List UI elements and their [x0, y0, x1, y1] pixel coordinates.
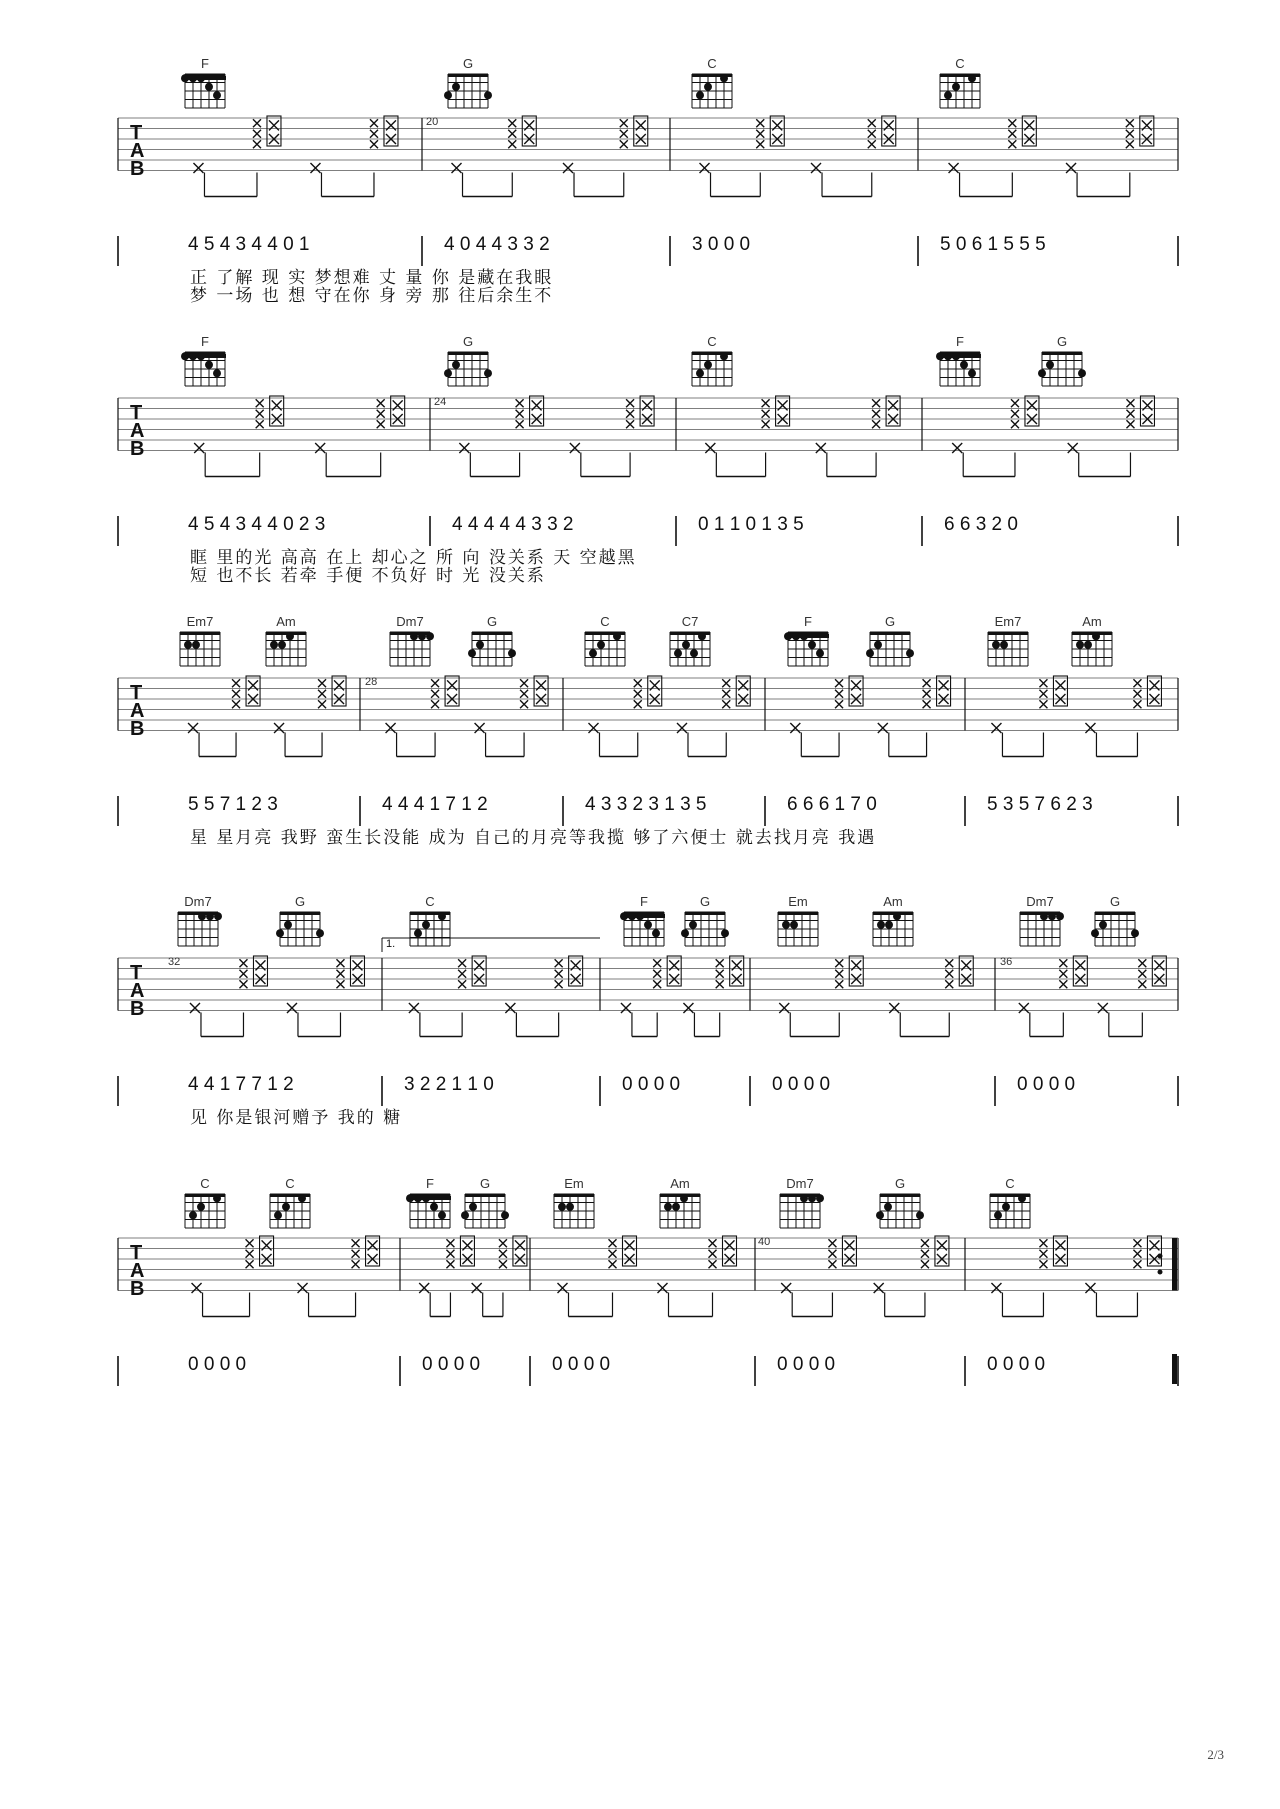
chord-barre — [939, 354, 981, 358]
chord-name-label: Am — [883, 894, 903, 909]
chord-diagram-G — [876, 1194, 924, 1228]
chord-finger-dot — [884, 1203, 892, 1211]
chord-diagram-C7 — [670, 632, 710, 666]
chord-finger-dot — [189, 1211, 197, 1219]
chord-diagram-F — [784, 632, 829, 666]
lyric-line-2: 短 也不长 若牵 手便 不负好 时 光 没关系 — [190, 566, 546, 586]
chord-finger-dot — [558, 1203, 566, 1211]
chord-finger-dot — [476, 641, 484, 649]
chord-finger-dot — [1092, 632, 1100, 640]
chord-finger-dot — [968, 74, 976, 82]
chord-finger-dot — [197, 1203, 205, 1211]
chord-name-label: C — [285, 1176, 295, 1191]
jianpu-measure: 0 0 0 0 — [622, 1074, 681, 1095]
lyric-line-1: 星 星月亮 我野 蛮生长没能 成为 自己的月亮等我揽 够了六便士 就去找月亮 我遇 — [190, 828, 877, 848]
chord-name-label: Em7 — [994, 614, 1022, 629]
chord-finger-dot — [1131, 929, 1139, 937]
chord-finger-dot — [298, 1194, 306, 1202]
chord-diagram-Em7 — [180, 632, 220, 666]
chord-finger-dot — [213, 369, 221, 377]
tab-clef-letter: B — [130, 158, 145, 180]
tab-clef-letter: A — [130, 980, 145, 1002]
chord-finger-dot — [508, 649, 516, 657]
chord-diagram-F — [181, 74, 226, 108]
chord-finger-dot — [674, 649, 682, 657]
chord-name-label: F — [956, 334, 964, 349]
chord-finger-dot — [1099, 921, 1107, 929]
chord-finger-dot — [808, 1194, 816, 1202]
chord-name-label: Em7 — [186, 614, 214, 629]
chord-finger-dot — [906, 649, 914, 657]
chord-name-label: G — [294, 894, 306, 909]
chord-finger-dot — [960, 361, 968, 369]
chord-finger-dot — [1076, 641, 1084, 649]
chord-finger-dot — [696, 369, 704, 377]
chord-diagram-Dm7 — [178, 912, 222, 946]
chord-diagram-G — [444, 352, 492, 386]
chord-finger-dot — [426, 632, 434, 640]
chord-finger-dot — [452, 83, 460, 91]
chord-finger-dot — [468, 649, 476, 657]
chord-finger-dot — [418, 632, 426, 640]
chord-finger-dot — [790, 921, 798, 929]
jianpu-measure: 0 0 0 0 — [188, 1354, 247, 1375]
chord-name-label: Dm7 — [786, 1176, 814, 1191]
chord-finger-dot — [992, 641, 1000, 649]
chord-name-label: Dm7 — [1026, 894, 1054, 909]
chord-diagram-Am — [660, 1194, 700, 1228]
jianpu-measure: 4 4 4 4 4 3 3 2 — [452, 514, 574, 535]
chord-finger-dot — [452, 361, 460, 369]
chord-diagram-F — [181, 352, 226, 386]
jianpu-measure: 4 0 4 4 3 3 2 — [444, 234, 550, 255]
chord-finger-dot — [866, 649, 874, 657]
chord-name-label: C — [600, 614, 610, 629]
chord-diagram-C — [185, 1194, 225, 1228]
chord-name-label: Dm7 — [184, 894, 212, 909]
jianpu-measure: 0 0 0 0 — [552, 1354, 611, 1375]
chord-barre — [409, 1196, 451, 1200]
chord-finger-dot — [422, 921, 430, 929]
jianpu-measure: 0 0 0 0 — [987, 1354, 1046, 1375]
chord-finger-dot — [994, 1211, 1002, 1219]
jianpu-measure: 0 0 0 0 — [422, 1354, 481, 1375]
chord-finger-dot — [438, 912, 446, 920]
jianpu-measure: 4 5 4 3 4 4 0 1 — [188, 234, 310, 255]
jianpu-measure: 0 1 1 0 1 3 5 — [698, 514, 804, 535]
tab-clef-letter: T — [130, 682, 143, 704]
chord-finger-dot — [286, 632, 294, 640]
chord-diagram-G — [1038, 352, 1086, 386]
chord-diagram-Am — [266, 632, 306, 666]
jianpu-measure: 4 4 1 7 7 1 2 — [188, 1074, 294, 1095]
chord-diagram-Em7 — [988, 632, 1028, 666]
chord-finger-dot — [664, 1203, 672, 1211]
chord-finger-dot — [410, 632, 418, 640]
chord-name-label: G — [894, 1176, 906, 1191]
jianpu-measure: 0 0 0 0 — [1017, 1074, 1076, 1095]
chord-finger-dot — [213, 1194, 221, 1202]
chord-finger-dot — [876, 1211, 884, 1219]
chord-finger-dot — [206, 912, 214, 920]
chord-name-label: F — [804, 614, 812, 629]
chord-finger-dot — [198, 912, 206, 920]
chord-finger-dot — [214, 912, 222, 920]
measure-number: 40 — [758, 1236, 771, 1248]
lyric-line-1: 见 你是银河赠予 我的 糖 — [190, 1108, 403, 1128]
chord-name-label: G — [462, 334, 474, 349]
jianpu-measure: 3 0 0 0 — [692, 234, 751, 255]
jianpu-measure: 6 6 3 2 0 — [944, 514, 1018, 535]
chord-finger-dot — [968, 369, 976, 377]
chord-diagram-C — [940, 74, 980, 108]
tab-clef-letter: T — [130, 122, 143, 144]
chord-diagram-G — [468, 632, 516, 666]
chord-name-label: G — [486, 614, 498, 629]
tab-clef-letter: A — [130, 1260, 145, 1282]
chord-finger-dot — [808, 641, 816, 649]
chord-diagram-F — [936, 352, 981, 386]
chord-finger-dot — [916, 1211, 924, 1219]
chord-finger-dot — [1046, 361, 1054, 369]
chord-diagram-Dm7 — [1020, 912, 1064, 946]
jianpu-measure: 4 5 4 3 4 4 0 2 3 — [188, 514, 326, 535]
chord-finger-dot — [681, 929, 689, 937]
jianpu-measure: 0 0 0 0 — [777, 1354, 836, 1375]
chord-diagram-F — [620, 912, 665, 946]
tab-clef-letter: B — [130, 998, 145, 1020]
chord-finger-dot — [672, 1203, 680, 1211]
chord-name-label: G — [699, 894, 711, 909]
chord-finger-dot — [1040, 912, 1048, 920]
chord-finger-dot — [566, 1203, 574, 1211]
jianpu-measure: 5 0 6 1 5 5 5 — [940, 234, 1046, 255]
chord-finger-dot — [274, 1211, 282, 1219]
chord-finger-dot — [682, 641, 690, 649]
chord-finger-dot — [276, 929, 284, 937]
chord-diagram-Am — [1072, 632, 1112, 666]
chord-finger-dot — [690, 649, 698, 657]
chord-name-label: C7 — [681, 614, 699, 629]
chord-diagram-C — [585, 632, 625, 666]
final-barline — [1172, 1354, 1177, 1384]
chord-finger-dot — [444, 369, 452, 377]
chord-name-label: Am — [670, 1176, 690, 1191]
chord-finger-dot — [704, 361, 712, 369]
chord-finger-dot — [680, 1194, 688, 1202]
volta-number: 1. — [386, 938, 396, 950]
chord-finger-dot — [720, 74, 728, 82]
measure-number: 36 — [1000, 956, 1013, 968]
repeat-dot — [1158, 1270, 1163, 1275]
chord-finger-dot — [652, 929, 660, 937]
measure-number: 20 — [426, 116, 439, 128]
chord-name-label: C — [200, 1176, 210, 1191]
chord-finger-dot — [1084, 641, 1092, 649]
lyric-line-1: 正 了解 现 实 梦想难 丈 量 你 是藏在我眼 — [190, 268, 554, 288]
chord-finger-dot — [696, 91, 704, 99]
chord-diagram-G — [444, 74, 492, 108]
chord-finger-dot — [1002, 1203, 1010, 1211]
chord-barre — [184, 76, 226, 80]
chord-finger-dot — [597, 641, 605, 649]
chord-name-label: Dm7 — [396, 614, 424, 629]
chord-finger-dot — [874, 641, 882, 649]
chord-finger-dot — [816, 1194, 824, 1202]
chord-finger-dot — [1048, 912, 1056, 920]
chord-diagram-C — [990, 1194, 1030, 1228]
jianpu-measure: 3 2 2 1 1 0 — [404, 1074, 494, 1095]
chord-name-label: Am — [1082, 614, 1102, 629]
chord-finger-dot — [501, 1211, 509, 1219]
chord-finger-dot — [782, 921, 790, 929]
tab-clef-letter: B — [130, 438, 145, 460]
final-barline — [1172, 1238, 1177, 1291]
tab-clef-letter: T — [130, 402, 143, 424]
chord-finger-dot — [316, 929, 324, 937]
chord-finger-dot — [1018, 1194, 1026, 1202]
chord-finger-dot — [461, 1211, 469, 1219]
chord-finger-dot — [205, 83, 213, 91]
chord-name-label: Em — [564, 1176, 584, 1191]
chord-name-label: C — [707, 56, 717, 71]
chord-diagram-C — [410, 912, 450, 946]
chord-finger-dot — [282, 1203, 290, 1211]
chord-name-label: C — [425, 894, 435, 909]
chord-finger-dot — [952, 83, 960, 91]
chord-finger-dot — [944, 91, 952, 99]
page-number: 2/3 — [1207, 1747, 1224, 1762]
jianpu-measure: 6 6 6 1 7 0 — [787, 794, 877, 815]
lyric-line-2: 梦 一场 也 想 守在你 身 旁 那 往后余生不 — [190, 286, 554, 306]
chord-finger-dot — [469, 1203, 477, 1211]
chord-finger-dot — [1000, 641, 1008, 649]
chord-finger-dot — [444, 91, 452, 99]
chord-finger-dot — [689, 921, 697, 929]
chord-name-label: G — [884, 614, 896, 629]
chord-finger-dot — [205, 361, 213, 369]
chord-diagram-Em — [554, 1194, 594, 1228]
chord-finger-dot — [644, 921, 652, 929]
chord-diagram-F — [406, 1194, 451, 1228]
chord-name-label: G — [1056, 334, 1068, 349]
chord-name-label: Em — [788, 894, 808, 909]
chord-finger-dot — [284, 921, 292, 929]
chord-finger-dot — [192, 641, 200, 649]
chord-name-label: Am — [276, 614, 296, 629]
chord-finger-dot — [816, 649, 824, 657]
chord-barre — [184, 354, 226, 358]
chord-finger-dot — [438, 1211, 446, 1219]
chord-finger-dot — [484, 91, 492, 99]
chord-finger-dot — [721, 929, 729, 937]
chord-finger-dot — [704, 83, 712, 91]
jianpu-measure: 5 3 5 7 6 2 3 — [987, 794, 1093, 815]
chord-finger-dot — [213, 91, 221, 99]
chord-finger-dot — [589, 649, 597, 657]
chord-diagram-Am — [873, 912, 913, 946]
chord-diagram-C — [692, 352, 732, 386]
measure-number: 24 — [434, 396, 447, 408]
chord-finger-dot — [885, 921, 893, 929]
chord-finger-dot — [613, 632, 621, 640]
chord-barre — [787, 634, 829, 638]
chord-diagram-G — [1091, 912, 1139, 946]
chord-finger-dot — [893, 912, 901, 920]
lyric-line-1: 眶 里的光 高高 在上 却心之 所 向 没关系 天 空越黑 — [190, 548, 637, 568]
chord-finger-dot — [270, 641, 278, 649]
chord-finger-dot — [1091, 929, 1099, 937]
chord-name-label: G — [462, 56, 474, 71]
jianpu-measure: 4 4 4 1 7 1 2 — [382, 794, 488, 815]
chord-finger-dot — [278, 641, 286, 649]
measure-number: 32 — [168, 956, 181, 968]
chord-finger-dot — [484, 369, 492, 377]
chord-name-label: F — [201, 334, 209, 349]
jianpu-measure: 0 0 0 0 — [772, 1074, 831, 1095]
chord-name-label: G — [479, 1176, 491, 1191]
chord-diagram-Em — [778, 912, 818, 946]
repeat-dot — [1158, 1254, 1163, 1259]
tab-clef-letter: B — [130, 1278, 145, 1300]
chord-finger-dot — [184, 641, 192, 649]
chord-finger-dot — [414, 929, 422, 937]
measure-number: 28 — [365, 676, 378, 688]
chord-name-label: F — [640, 894, 648, 909]
chord-diagram-G — [276, 912, 324, 946]
chord-barre — [623, 914, 665, 918]
chord-finger-dot — [430, 1203, 438, 1211]
chord-name-label: C — [1005, 1176, 1015, 1191]
tab-clef-letter: T — [130, 962, 143, 984]
chord-finger-dot — [800, 1194, 808, 1202]
chord-diagram-Dm7 — [390, 632, 434, 666]
jianpu-measure: 5 5 7 1 2 3 — [188, 794, 278, 815]
chord-diagram-G — [866, 632, 914, 666]
tab-clef-letter: A — [130, 700, 145, 722]
chord-finger-dot — [877, 921, 885, 929]
tab-clef-letter: A — [130, 420, 145, 442]
chord-name-label: C — [707, 334, 717, 349]
chord-diagram-Dm7 — [780, 1194, 824, 1228]
chord-name-label: C — [955, 56, 965, 71]
chord-finger-dot — [1078, 369, 1086, 377]
tab-clef-letter: A — [130, 140, 145, 162]
chord-name-label: F — [426, 1176, 434, 1191]
chord-diagram-G — [681, 912, 729, 946]
chord-finger-dot — [1038, 369, 1046, 377]
chord-diagram-G — [461, 1194, 509, 1228]
chord-diagram-C — [692, 74, 732, 108]
tab-clef-letter: T — [130, 1242, 143, 1264]
chord-finger-dot — [720, 352, 728, 360]
chord-diagram-C — [270, 1194, 310, 1228]
chord-finger-dot — [1056, 912, 1064, 920]
chord-name-label: G — [1109, 894, 1121, 909]
chord-finger-dot — [698, 632, 706, 640]
jianpu-measure: 4 3 3 2 3 1 3 5 — [585, 794, 707, 815]
tab-clef-letter: B — [130, 718, 145, 740]
chord-name-label: F — [201, 56, 209, 71]
